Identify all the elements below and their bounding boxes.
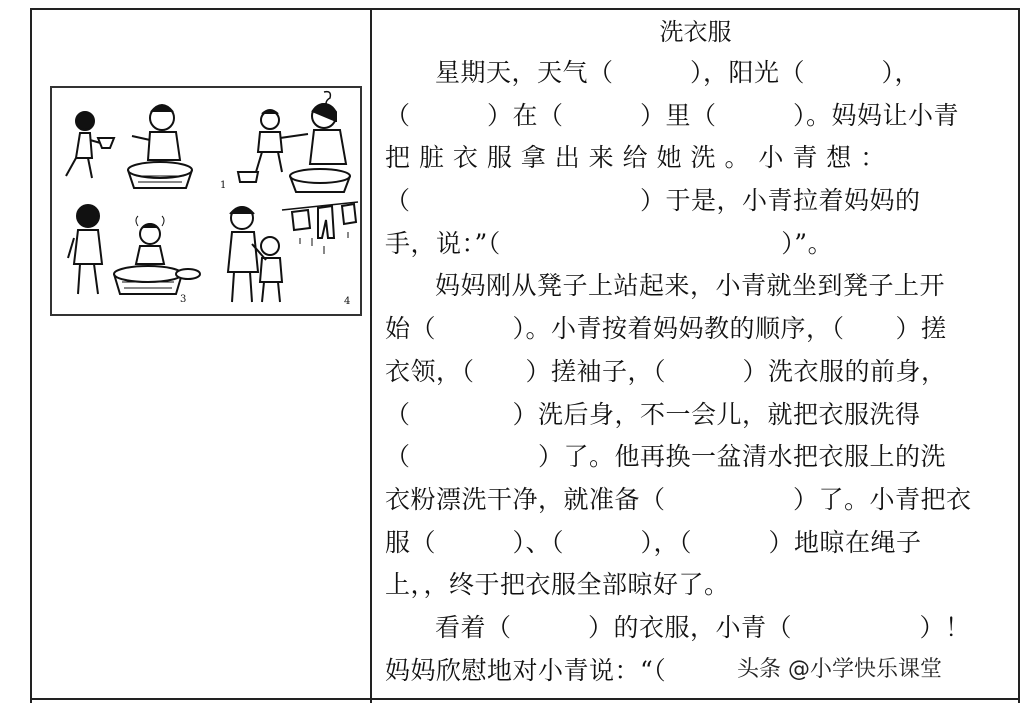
text-line: 服（ ）、（ ），（ ）地晾在绳子 [385, 527, 922, 557]
text-line: 把 脏 衣 服 拿 出 来 给 她 洗 。 小 青 想 ： [385, 143, 886, 173]
text-line: 衣领，（ ）搓袖子，（ ）洗衣服的前身， [385, 356, 947, 386]
story-picture [50, 86, 362, 316]
text-line: 星期天，天气（ ），阳光（ ）， [435, 58, 921, 87]
laundry-illustration [52, 88, 360, 314]
panel-3-drawing [68, 205, 200, 305]
text-line: 妈妈欣慰地对小青说：“（ [385, 655, 667, 685]
panel-number: 1 [220, 180, 227, 191]
table-row-divider [32, 698, 1018, 700]
text-line: （ ）于是，小青拉着妈妈的 [385, 186, 921, 216]
panel-1-drawing [66, 105, 192, 188]
text-line: 上，，终于把衣服全部晾好了。 [385, 570, 730, 600]
panel-2-drawing [220, 92, 350, 192]
text-line: 始（ ）。小青按着妈妈教的顺序，（ ）搓 [385, 314, 947, 344]
panel-4-drawing [228, 202, 358, 307]
panel-number: 4 [344, 296, 351, 307]
text-line: 手，说：”（ ）”。 [385, 228, 834, 258]
story-text [385, 52, 1010, 692]
watermark: 头条 @小学快乐课堂 [733, 652, 946, 683]
text-line: 妈妈刚从凳子上站起来，小青就坐到凳子上开 [435, 271, 946, 301]
column-divider [370, 10, 372, 703]
picture-cell [32, 10, 370, 703]
worksheet-table [30, 8, 1020, 703]
text-line: 衣粉漂洗干净，就准备（ ）了。小青把衣 [385, 484, 972, 514]
panel-number: 3 [180, 294, 187, 305]
story-title: 洗衣服 [659, 18, 732, 46]
story-cell [373, 10, 1018, 703]
text-line: （ ）洗后身，不一会儿，就把衣服洗得 [385, 399, 921, 429]
text-line: （ ）了。他再换一盆清水把衣服上的洗 [385, 442, 947, 472]
text-line: 看着（ ）的衣服，小青（ ）！ [435, 612, 971, 642]
text-line: （ ）在（ ）里（ ）。妈妈让小青 [385, 100, 960, 130]
